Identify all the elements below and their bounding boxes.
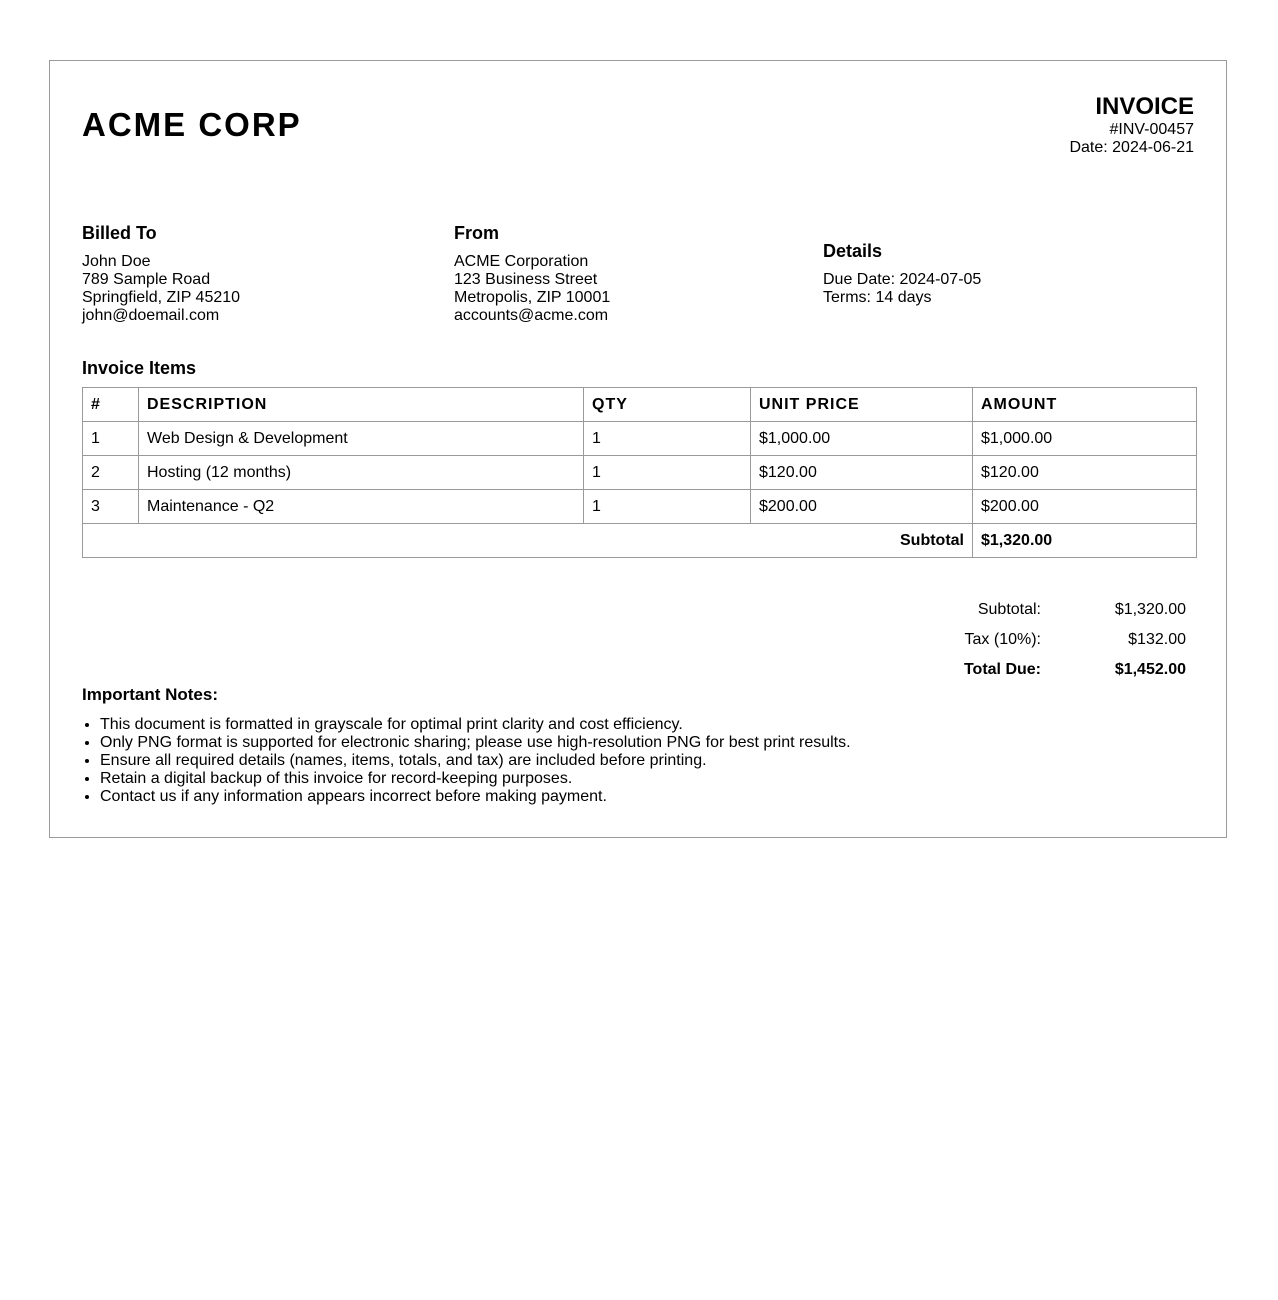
- cell-amount: $120.00: [973, 456, 1197, 490]
- notes-list: [82, 716, 851, 806]
- from-email: accounts@acme.com: [454, 307, 609, 324]
- details-heading: Details: [823, 241, 883, 261]
- totals-summary: [881, 598, 1186, 688]
- note-item: • Contact us if any information appears incorrect before making payment.: [100, 788, 851, 806]
- col-header-unit-price: UNIT PRICE: [751, 388, 973, 422]
- cell-unit-price: $200.00: [751, 490, 973, 524]
- billed-to-name: John Doe: [82, 253, 151, 270]
- from-street: 123 Business Street: [454, 271, 598, 288]
- total-due-row: [881, 658, 1186, 688]
- subtotal-row: [881, 598, 1186, 628]
- cell-amount: $200.00: [973, 490, 1197, 524]
- due-date: Due Date: 2024-07-05: [823, 271, 982, 288]
- billed-to-street: 789 Sample Road: [82, 271, 211, 288]
- cell-unit-price: $1,000.00: [751, 422, 973, 456]
- invoice-title: INVOICE: [1095, 93, 1194, 120]
- cell-number: 3: [83, 490, 139, 524]
- payment-terms: Terms: 14 days: [823, 289, 932, 306]
- table-row: [83, 456, 1197, 490]
- cell-amount: $1,000.00: [973, 422, 1197, 456]
- table-row: [83, 490, 1197, 524]
- cell-qty: 1: [584, 422, 751, 456]
- table-subtotal-label: Subtotal: [83, 524, 973, 558]
- cell-unit-price: $120.00: [751, 456, 973, 490]
- cell-description: Hosting (12 months): [139, 456, 584, 490]
- note-item: • Only PNG format is supported for electronic sharing; please use high-resolution PNG for best print results.: [100, 734, 851, 752]
- items-title: Invoice Items: [82, 358, 197, 378]
- total-due-label: Total Due:: [963, 661, 1041, 678]
- cell-number: 1: [83, 422, 139, 456]
- from-city: Metropolis, ZIP 10001: [454, 289, 611, 306]
- table-subtotal-row: [83, 524, 1197, 558]
- col-header-amount: AMOUNT: [973, 388, 1197, 422]
- invoice-date: Date: 2024-06-21: [1069, 139, 1194, 156]
- billed-to-email: john@doemail.com: [82, 307, 220, 324]
- invoice-number: #INV-00457: [1109, 121, 1194, 138]
- cell-number: 2: [83, 456, 139, 490]
- from-block: [454, 223, 610, 325]
- col-header-description: DESCRIPTION: [139, 388, 584, 422]
- col-header-number: #: [83, 388, 139, 422]
- invoice-header: [1069, 94, 1194, 157]
- details-block: [823, 241, 981, 307]
- table-header-row: [83, 388, 1197, 422]
- note-item: • This document is formatted in grayscale for optimal print clarity and cost efficiency.: [100, 716, 851, 734]
- subtotal-value: $1,320.00: [1114, 601, 1186, 618]
- note-item: • Retain a digital backup of this invoice for record-keeping purposes.: [100, 770, 851, 788]
- cell-qty: 1: [584, 490, 751, 524]
- billed-to-heading: Billed To: [82, 223, 157, 243]
- cell-description: Web Design & Development: [139, 422, 584, 456]
- note-item: • Ensure all required details (names, items, totals, and tax) are included before printing.: [100, 752, 851, 770]
- subtotal-label: Subtotal:: [977, 601, 1041, 618]
- cell-description: Maintenance - Q2: [139, 490, 584, 524]
- billed-to-block: [82, 223, 240, 325]
- items-table: [82, 387, 1197, 558]
- tax-value: $132.00: [1128, 631, 1186, 648]
- total-due-value: $1,452.00: [1114, 661, 1186, 678]
- invoice-page: [49, 60, 1227, 838]
- billed-to-city: Springfield, ZIP 45210: [82, 289, 241, 306]
- company-name: ACME CORP: [82, 106, 302, 143]
- col-header-qty: QTY: [584, 388, 751, 422]
- table-row: [83, 422, 1197, 456]
- notes-title: Important Notes:: [82, 685, 218, 704]
- cell-qty: 1: [584, 456, 751, 490]
- table-subtotal-value: $1,320.00: [973, 524, 1197, 558]
- from-heading: From: [454, 223, 499, 243]
- parties-section: [82, 223, 1196, 333]
- tax-label: Tax (10%):: [964, 631, 1041, 648]
- from-name: ACME Corporation: [454, 253, 589, 270]
- tax-row: [881, 628, 1186, 658]
